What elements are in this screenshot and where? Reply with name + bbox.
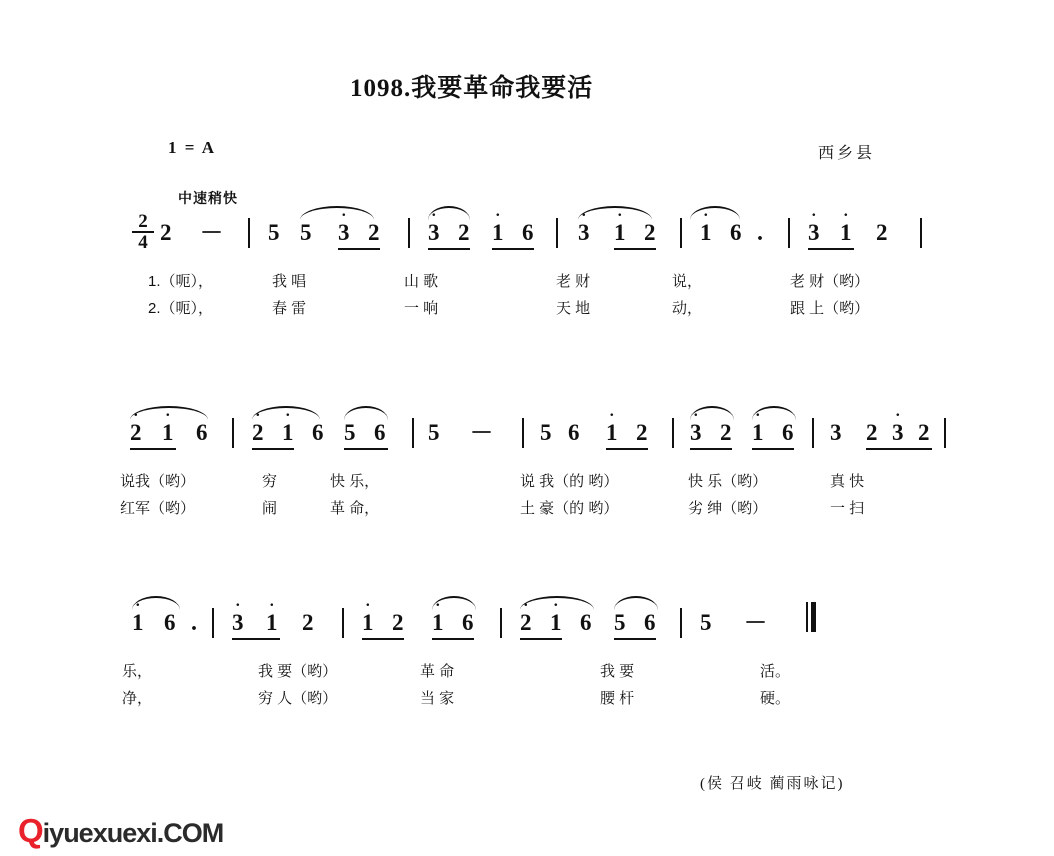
barline	[788, 218, 790, 248]
octave-dot: ·	[255, 407, 261, 424]
watermark-domain: .COM	[156, 818, 224, 848]
barline	[248, 218, 250, 248]
note: 6	[312, 420, 324, 445]
barline	[212, 608, 214, 638]
lyric: 真 快	[830, 473, 865, 490]
note-row-2	[0, 407, 1054, 456]
note: 6	[374, 420, 386, 445]
note-extension: －	[744, 610, 767, 635]
lyric: 说，	[672, 273, 703, 290]
lyric: 土 豪（的 哟）	[520, 500, 619, 517]
barline	[522, 418, 524, 448]
note: 2	[644, 220, 656, 245]
barline	[944, 418, 946, 448]
note: · 1	[550, 597, 562, 635]
note: 6	[196, 420, 208, 445]
tempo-marking: 中速稍快	[178, 192, 238, 207]
music-system-1	[0, 207, 1054, 324]
key-signature: 1 = A	[168, 138, 217, 157]
octave-dot: ·	[553, 597, 559, 614]
note: 6	[730, 220, 742, 245]
beam-line	[808, 248, 854, 250]
note: 6	[644, 610, 656, 635]
note-extension: －	[200, 220, 223, 245]
octave-dot: ·	[843, 207, 849, 224]
lyric: 净，	[122, 690, 153, 707]
beam-line	[520, 638, 562, 640]
note: 2	[876, 220, 888, 245]
lyric: 春 雷	[272, 300, 307, 317]
note: · 1	[606, 407, 618, 445]
lyric: 硬。	[760, 690, 791, 707]
credit-line: (侯 召岐 蔺雨咏记)	[700, 776, 845, 792]
beam-line	[866, 448, 932, 450]
lyric: 革 命	[420, 663, 455, 680]
beam-line	[432, 638, 474, 640]
lyric: 动，	[672, 300, 703, 317]
augmentation-dot: ·	[190, 616, 199, 642]
beam-line	[428, 248, 470, 250]
barline	[812, 418, 814, 448]
lyric-row-verse-2	[0, 497, 1054, 524]
title-separator: .	[404, 75, 412, 102]
lyric: 跟 上（哟）	[790, 300, 870, 317]
octave-dot: ·	[435, 597, 441, 614]
note: 2	[302, 610, 314, 635]
note-row-3	[0, 597, 1054, 646]
beam-line	[338, 248, 380, 250]
lyric: 当 家	[420, 690, 455, 707]
note: 5	[540, 420, 552, 445]
lyric: 穷	[262, 473, 278, 490]
time-signature-top: 2	[138, 211, 148, 232]
note: · 3	[338, 207, 350, 245]
song-title-text: 我要革命我要活	[411, 75, 594, 102]
beam-line	[606, 448, 648, 450]
lyric: 老 财（哟）	[790, 273, 870, 290]
note: 6	[462, 610, 474, 635]
lyric-row-verse-2	[0, 687, 1054, 714]
note: · 2	[520, 597, 532, 635]
note: 2	[720, 420, 732, 445]
note: 5	[614, 610, 626, 635]
beam-line	[492, 248, 534, 250]
note-row-1	[0, 207, 1054, 256]
barline	[680, 608, 682, 638]
note: 6	[164, 610, 176, 635]
lyric: 说 我（的 哟）	[520, 473, 619, 490]
lyric: 山 歌	[404, 273, 439, 290]
octave-dot: ·	[341, 207, 347, 224]
slur-arc	[614, 596, 658, 610]
octave-dot: ·	[269, 597, 275, 614]
lyric: 天 地	[556, 300, 591, 317]
augmentation-dot: ·	[756, 226, 765, 252]
note: · 3	[232, 597, 244, 635]
beam-line	[752, 448, 794, 450]
lyric: 1.（呃），	[148, 273, 214, 290]
lyric: 我 要	[600, 663, 635, 680]
note: · 1	[492, 207, 504, 245]
final-barline	[806, 602, 816, 632]
note: · 3	[892, 407, 904, 445]
octave-dot: ·	[811, 207, 817, 224]
note: 2	[368, 220, 380, 245]
note: 5	[428, 420, 440, 445]
lyric-row-verse-1	[0, 270, 1054, 297]
beam-line	[344, 448, 388, 450]
page-title	[350, 68, 593, 104]
lyric: 老 财	[556, 273, 591, 290]
region-label: 西乡县	[818, 145, 876, 162]
barline	[342, 608, 344, 638]
barline	[500, 608, 502, 638]
beam-line	[232, 638, 280, 640]
barline	[408, 218, 410, 248]
note: 5	[344, 420, 356, 445]
lyric: 闹	[262, 500, 278, 517]
lyric: 腰 杆	[600, 690, 635, 707]
octave-dot: ·	[755, 407, 761, 424]
note: · 3	[808, 207, 820, 245]
beam-line	[614, 248, 656, 250]
watermark-q: Q	[18, 812, 43, 849]
note: · 3	[428, 207, 440, 245]
note: · 3	[578, 207, 590, 245]
note: 5	[700, 610, 712, 635]
note: 5	[300, 220, 312, 245]
lyric: 红军（哟）	[120, 500, 196, 517]
octave-dot: ·	[431, 207, 437, 224]
octave-dot: ·	[165, 407, 171, 424]
lyric: 我 唱	[272, 273, 307, 290]
music-system-3	[0, 597, 1054, 714]
note: · 1	[840, 207, 852, 245]
note: 2	[636, 420, 648, 445]
note: 6	[568, 420, 580, 445]
note: · 3	[690, 407, 702, 445]
octave-dot: ·	[693, 407, 699, 424]
note: 2	[160, 220, 172, 245]
note: · 2	[130, 407, 142, 445]
note: · 1	[362, 597, 374, 635]
note: 2	[866, 420, 878, 445]
note: · 1	[282, 407, 294, 445]
note: 6	[782, 420, 794, 445]
barline	[556, 218, 558, 248]
lyric-row-verse-1	[0, 660, 1054, 687]
note: · 1	[132, 597, 144, 635]
lyric: 我 要（哟）	[258, 663, 338, 680]
lyric-row-verse-2	[0, 297, 1054, 324]
note: 6	[522, 220, 534, 245]
note: · 1	[162, 407, 174, 445]
barline	[232, 418, 234, 448]
barline	[412, 418, 414, 448]
note: 2	[918, 420, 930, 445]
lyric: 穷 人（哟）	[258, 690, 338, 707]
lyric: 2.（呃），	[148, 300, 214, 317]
note: 2	[392, 610, 404, 635]
octave-dot: ·	[895, 407, 901, 424]
note: · 2	[252, 407, 264, 445]
lyric: 乐，	[122, 663, 153, 680]
lyric: 革 命，	[330, 500, 380, 517]
slur-arc	[578, 206, 652, 224]
octave-dot: ·	[703, 207, 709, 224]
beam-line	[252, 448, 294, 450]
lyric-row-verse-1	[0, 470, 1054, 497]
slur-arc	[300, 206, 374, 224]
lyric: 一 响	[404, 300, 439, 317]
octave-dot: ·	[135, 597, 141, 614]
lyric: 一 扫	[830, 500, 865, 517]
note: · 1	[266, 597, 278, 635]
music-system-2	[0, 407, 1054, 524]
note: 5	[268, 220, 280, 245]
note: · 1	[700, 207, 712, 245]
octave-dot: ·	[133, 407, 139, 424]
octave-dot: ·	[609, 407, 615, 424]
octave-dot: ·	[235, 597, 241, 614]
watermark-text: iyuexuexi	[42, 818, 157, 848]
lyric: 活。	[760, 663, 791, 680]
barline	[672, 418, 674, 448]
slur-arc	[690, 206, 740, 224]
note-extension: －	[470, 420, 493, 445]
octave-dot: ·	[617, 207, 623, 224]
note: 2	[458, 220, 470, 245]
note: · 1	[614, 207, 626, 245]
octave-dot: ·	[495, 207, 501, 224]
lyric: 说我（哟）	[120, 473, 196, 490]
lyric: 快 乐，	[330, 473, 380, 490]
octave-dot: ·	[365, 597, 371, 614]
note: · 1	[432, 597, 444, 635]
slur-arc	[344, 406, 388, 420]
site-watermark	[18, 812, 223, 850]
song-number: 1098	[350, 75, 404, 102]
octave-dot: ·	[523, 597, 529, 614]
beam-line	[614, 638, 656, 640]
note: 6	[580, 610, 592, 635]
beam-line	[130, 448, 176, 450]
time-signature-bottom: 4	[132, 231, 154, 252]
lyric: 快 乐（哟）	[688, 473, 768, 490]
barline	[920, 218, 922, 248]
lyric: 劣 绅（哟）	[688, 500, 768, 517]
beam-line	[690, 448, 732, 450]
note: 3	[830, 420, 842, 445]
octave-dot: ·	[285, 407, 291, 424]
note: · 1	[752, 407, 764, 445]
barline	[680, 218, 682, 248]
beam-line	[362, 638, 404, 640]
octave-dot: ·	[581, 207, 587, 224]
